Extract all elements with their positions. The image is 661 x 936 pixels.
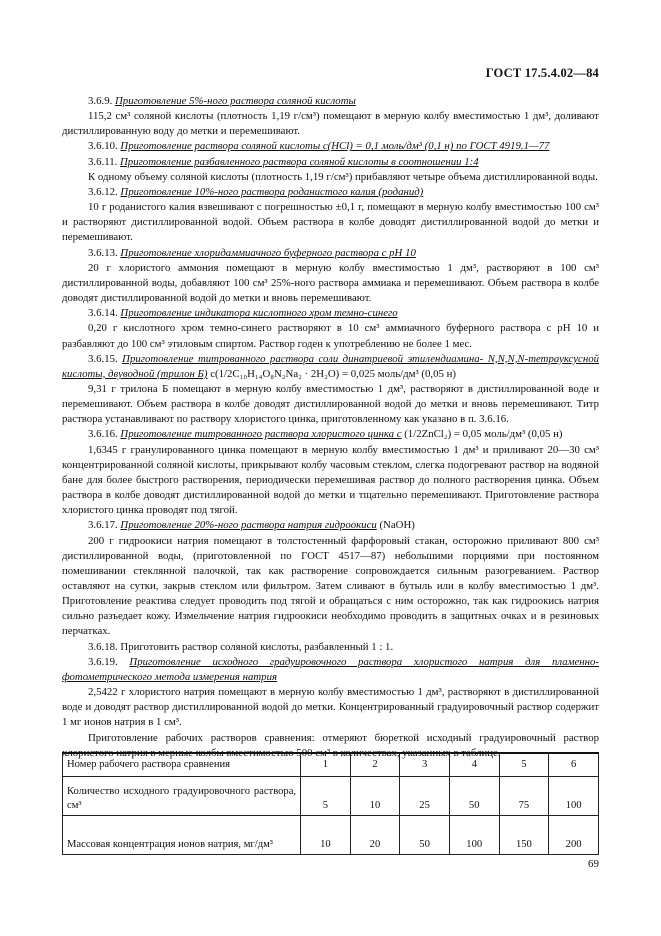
paragraph-3-6-16: 3.6.16. Приготовление титрованного раствора хлористого цинка с (1/2ZnCl₂) = 0,05 моль/дм³ (0,05 н) xyxy=(88,428,563,441)
paragraph: Приготовление рабочих растворов сравнения: отмеряют бюреткой исходный градуировочный раствор хлористого натрия в мерные колбы вместимостью 500 см³ в количествах, указанных в таблице. xyxy=(62,731,599,759)
paragraph: К одному объему соляной кислоты (плотность 1,19 г/см³) прибавляют четыре объема дистиллированной воды. xyxy=(88,170,598,183)
paragraph: 0,20 г кислотного хром темно-синего растворяют в 10 см³ аммиачного буферного раствора с pH 10 и разбавляют до 100 см³ этиловым спиртом. Раствор годен к употреблению не более 1 мес. xyxy=(62,322,599,350)
section-heading: Приготовление разбавленного раствора соляной кислоты в соотношении 1:4 xyxy=(120,155,479,168)
section-heading: Приготовление титрованного раствора хлористого цинка с xyxy=(120,428,402,441)
paragraph-3-6-14: 3.6.14. Приготовление индикатора кислотного хром темно-синего xyxy=(88,307,398,320)
table-header-label: Номер рабочего раствора сравнения xyxy=(63,753,301,777)
paragraph: 1,6345 г гранулированного цинка помещают в мерную колбу вместимостью 1 дм³ и приливают 20—30 см³ концентрированной соляной кислоты, прикрывают колбу часовым стеклом, слегка подогревают раствор на водяной бане для более быстрого растворения, периодически перемешивая раствор до полного растворения цинка. Объем раствора в колбе доводят дистиллированной водой до метки и тщательно перемешивают. Приготовление раствора хлористого цинка проводят под тягой. xyxy=(62,443,599,517)
table-header-cell: 6 xyxy=(549,753,599,777)
section-heading: Приготовление индикатора кислотного хром темно-синего xyxy=(120,307,398,320)
section-heading: Приготовление 5%-ного раствора соляной кислоты xyxy=(115,95,356,107)
table-cell: 200 xyxy=(549,816,599,855)
table-cell: 50 xyxy=(449,777,499,816)
table-header-cell: 3 xyxy=(400,753,450,777)
reference-solutions-table xyxy=(62,752,599,855)
section-heading: Приготовление 10%-ного раствора роданистого калия (роданид) xyxy=(120,185,424,198)
section-heading: Приготовление титрованного раствора соли динатриевой этилендиамина- N,N,N,N-тетрауксусной кислоты, двуводной (трилон Б) xyxy=(62,352,599,380)
table-cell: 5 xyxy=(301,777,351,816)
page-number: 69 xyxy=(588,858,599,870)
paragraph-3-6-17: 3.6.17. Приготовление 20%-ного раствора натрия гидроокиси (NaOH) xyxy=(88,519,415,532)
paragraph-3-6-11: 3.6.11. Приготовление разбавленного раствора соляной кислоты в соотношении 1:4 xyxy=(88,155,479,168)
table-cell: 10 xyxy=(301,816,351,855)
paragraph: 2,5422 г хлористого натрия помещают в мерную колбу вместимостью 1 дм³, растворяют в дистиллированной воде и доводят раствор дистиллированной водой до метки. Концентрированный градуировочный раствор содержит 1 мг ионов натрия в 1 см³. xyxy=(62,686,599,729)
table-header-cell: 1 xyxy=(301,753,351,777)
paragraph: 10 г роданистого калия взвешивают с погрешностью ±0,1 г, помещают в мерную колбу вместимостью 100 см³ и растворяют дистиллированной водой. Объем раствора в колбе доводят дистиллированной водой до метки и перемешивают. xyxy=(62,201,599,244)
table-cell: 100 xyxy=(549,777,599,816)
table-header-row xyxy=(63,753,599,777)
table-row xyxy=(63,816,599,855)
document-body xyxy=(62,94,599,761)
table-cell: 25 xyxy=(400,777,450,816)
table-cell: 150 xyxy=(499,816,549,855)
paragraph-3-6-13: 3.6.13. Приготовление хлоридаммиачного буферного раствора с pH 10 xyxy=(88,246,416,259)
paragraph: 9,31 г трилона Б помещают в мерную колбу вместимостью 1 дм³, растворяют в дистиллированной воде и перемешивают. Объем раствора в колбе доводят дистиллированной водой до метки и вновь перемешивают. Титр раствора устанавливают по раствору хлористого цинка, приготовленному как указано в п. 3.6.16. xyxy=(62,382,599,426)
paragraph: 200 г гидроокиси натрия помещают в толстостенный фарфоровый стакан, осторожно приливают 800 см³ дистиллированной воды, (приготовленной по ГОСТ 4517—87) небольшими порциями при постоянном помешивании стеклянной палочкой, так как растворение сопровождается сильным разогреванием. Раствор оставляют на сутки, закрыв стеклом или фильтром. Затем сливают в бутыль или в колбу вместимостью 1 дм³. Приготовление реактива следует проводить под тягой и обращаться с ним осторожно, так как гидроокись натрия сильно разъедает кожу. Измельчение натрия гидроокиси необходимо проводить в защитных очках и в резиновых перчатках. xyxy=(62,534,599,638)
paragraph: 20 г хлористого аммония помещают в мерную колбу вместимостью 1 дм³, растворяют в 100 см³ дистиллированной воды, добавляют 100 см³ 25%-ного раствора аммиака и перемешивают. Объем раствора в колбе доводят дистиллированной водой до метки и вновь перемешивают. xyxy=(62,261,599,305)
row-label: Количество исходного градуировочного раствора, см³ xyxy=(63,777,301,816)
section-heading: Приготовление раствора соляной кислоты c(HCl) = 0,1 моль/дм³ (0,1 н) по ГОСТ 4919.1—77 xyxy=(120,140,550,153)
document-header: ГОСТ 17.5.4.02—84 xyxy=(485,66,599,80)
table-cell: 10 xyxy=(350,777,400,816)
table-cell: 100 xyxy=(449,816,499,855)
table-cell: 75 xyxy=(499,777,549,816)
paragraph-3-6-10: 3.6.10. Приготовление раствора соляной кислоты c(HCl) = 0,1 моль/дм³ (0,1 н) по ГОСТ 4919.1—77 xyxy=(88,140,550,153)
section-heading: Приготовление хлоридаммиачного буферного раствора с pH 10 xyxy=(120,246,416,259)
row-label: Массовая концентрация ионов натрия, мг/дм³ xyxy=(63,816,301,855)
paragraph-3-6-19: 3.6.19. Приготовление исходного градуировочного раствора хлористого натрия для пламенно-фотометрического метода измерения натрия xyxy=(62,655,599,683)
paragraph-3-6-9: 3.6.9. Приготовление 5%-ного раствора соляной кислоты xyxy=(88,95,356,107)
section-heading: Приготовление исходного градуировочного раствора хлористого натрия для пламенно-фотометрического метода измерения натрия xyxy=(62,655,599,683)
table-cell: 50 xyxy=(400,816,450,855)
table-cell: 20 xyxy=(350,816,400,855)
table-header-cell: 2 xyxy=(350,753,400,777)
table-header-cell: 4 xyxy=(449,753,499,777)
paragraph: 115,2 см³ соляной кислоты (плотность 1,19 г/см³) помещают в мерную колбу вместимостью 1 дм³, доливают дистиллированную воду до метки и перемешивают. xyxy=(62,110,599,138)
table-header-cell: 5 xyxy=(499,753,549,777)
table-row xyxy=(63,777,599,816)
section-heading: Приготовление 20%-ного раствора натрия гидроокиси xyxy=(120,519,377,532)
paragraph-3-6-12: 3.6.12. Приготовление 10%-ного раствора роданистого калия (роданид) xyxy=(88,185,424,198)
paragraph-3-6-15: 3.6.15. Приготовление титрованного раствора соли динатриевой этилендиамина- N,N,N,N-тетрауксусной кислоты, двуводной (трилон Б) c(1/2C₁₀H₁₄O₈N₂Na₂ · 2H₂O) = 0,025 моль/дм³ (0,05 н) xyxy=(62,352,599,380)
paragraph-3-6-18: 3.6.18. Приготовить раствор соляной кислоты, разбавленный 1 : 1. xyxy=(88,640,394,653)
